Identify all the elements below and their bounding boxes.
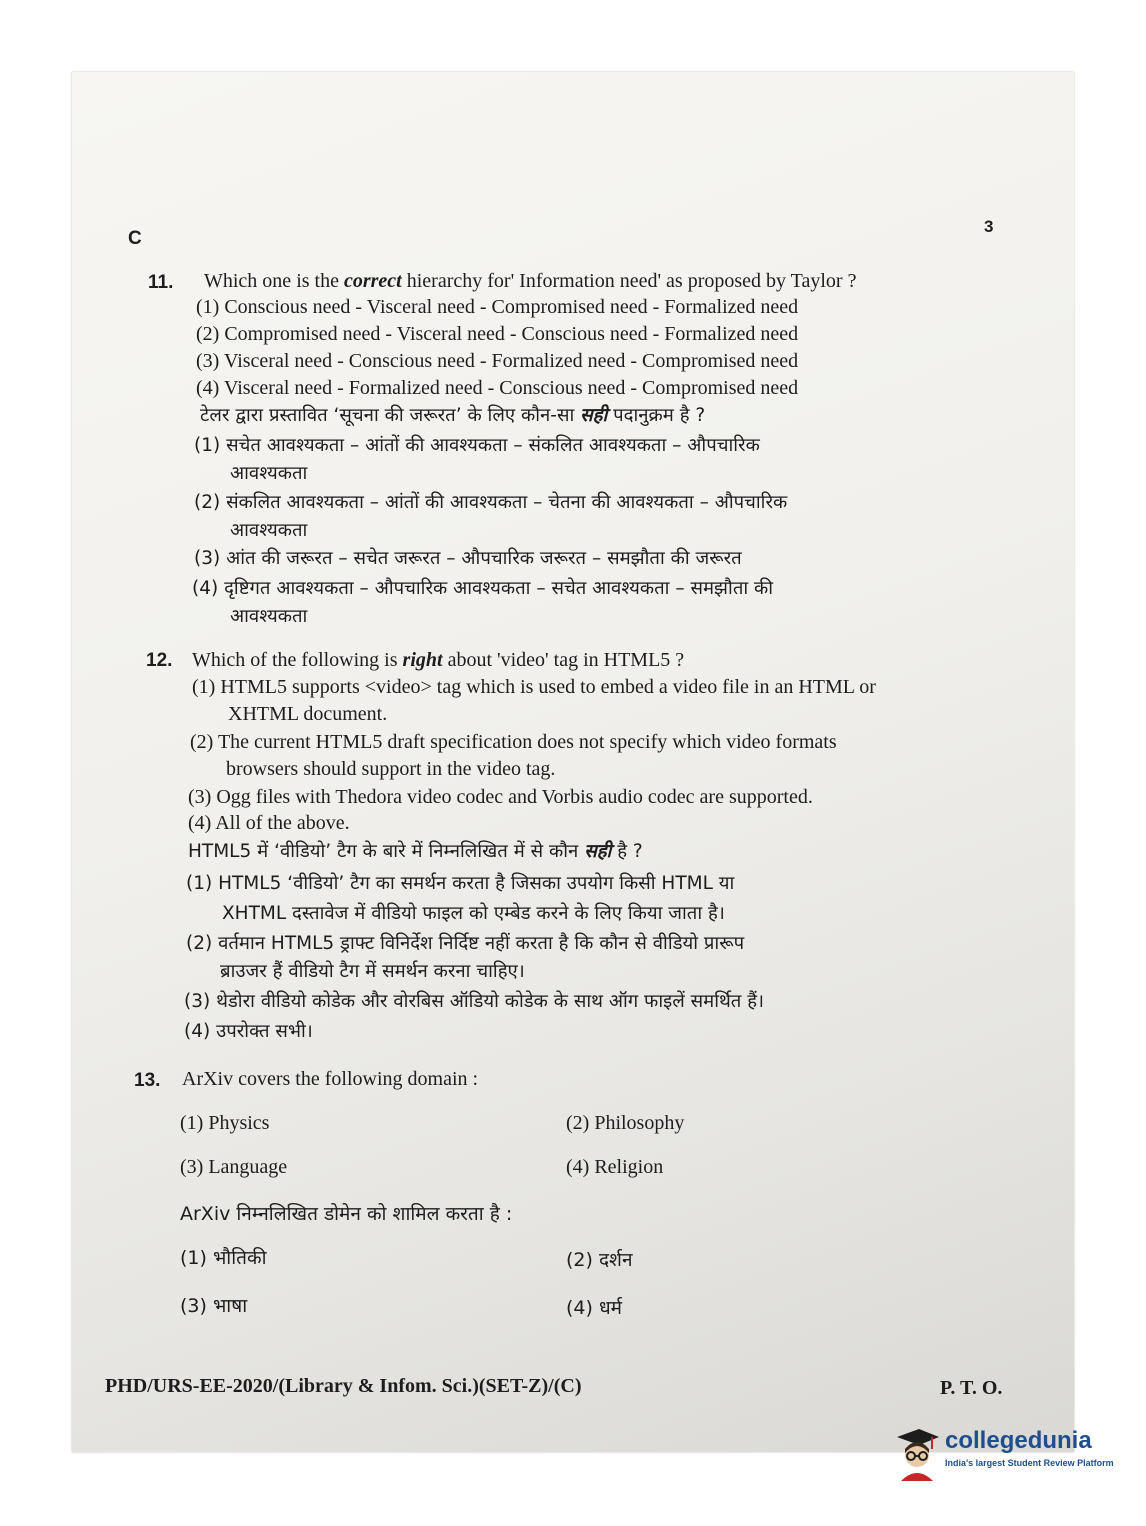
q11-hi-option-cont: आवश्यकता bbox=[230, 463, 308, 484]
q11-stem-en-emph: correct bbox=[343, 270, 402, 292]
q11-stem-hi-post: पदानुक्रम है ? bbox=[607, 405, 706, 426]
q13-en-option: (2) Philosophy bbox=[566, 1112, 685, 1134]
q12-stem-en-emph: right bbox=[402, 649, 443, 671]
q13-stem-en: ArXiv covers the following domain : bbox=[182, 1068, 479, 1090]
q12-en-option: (4) All of the above. bbox=[188, 812, 350, 834]
q12-hi-option-cont: ब्राउजर हैं वीडियो टैग में समर्थन करना चाहिए। bbox=[220, 961, 525, 982]
q13-en-option: (4) Religion bbox=[566, 1156, 664, 1178]
q12-en-option: (2) The current HTML5 draft specification does not specify which video formats bbox=[190, 731, 837, 753]
q12-hi-option: (1) HTML5 ‘वीडियो’ टैग का समर्थन करता है जिसका उपयोग किसी HTML या bbox=[186, 873, 735, 894]
q12-en-option-cont: XHTML document. bbox=[228, 703, 388, 725]
q11-hi-option-cont: आवश्यकता bbox=[230, 520, 308, 541]
q12-stem-hi bbox=[188, 838, 643, 863]
q11-stem-hi-pre: टेलर द्वारा प्रस्तावित ‘सूचना की जरूरत’ के लिए कौन-सा bbox=[200, 405, 581, 426]
q13-hi-option: (1) भौतिकी bbox=[180, 1247, 267, 1269]
q11-stem-en bbox=[204, 268, 856, 295]
q12-stem-hi-pre: HTML5 में ‘वीडियो’ टैग के बारे में निम्नलिखित में से कौन bbox=[188, 841, 585, 862]
q13-en-option: (1) Physics bbox=[180, 1112, 270, 1134]
q11-hi-option: (1) सचेत आवश्यकता – आंतों की आवश्यकता – संकलित आवश्यकता – औपचारिक bbox=[194, 435, 760, 456]
q11-stem-en-pre: Which one is the bbox=[204, 270, 344, 292]
pto-label: P. T. O. bbox=[940, 1377, 1003, 1399]
q11-stem-en-post: hierarchy for' Information need' as proposed by Taylor ? bbox=[401, 270, 857, 292]
q13-hi-option: (4) धर्म bbox=[566, 1297, 623, 1319]
q13-hi-option: (3) भाषा bbox=[180, 1295, 248, 1317]
q12-hi-option: (2) वर्तमान HTML5 ड्राफ्ट विनिर्देश निर्दिष्ट नहीं करता है कि कौन से वीडियो प्रारूप bbox=[186, 933, 745, 954]
q13-stem-hi: ArXiv निम्नलिखित डोमेन को शामिल करता है : bbox=[180, 1203, 513, 1225]
q12-stem-hi-post: है ? bbox=[611, 841, 643, 862]
q11-en-option: (4) Visceral need - Formalized need - Conscious need - Compromised need bbox=[196, 377, 799, 399]
q11-hi-option-cont: आवश्यकता bbox=[230, 606, 308, 627]
q11-number: 11. bbox=[148, 272, 174, 293]
q11-stem-hi-emph: सही bbox=[580, 405, 608, 426]
q12-number: 12. bbox=[146, 650, 173, 671]
q11-hi-option: (3) आंत की जरूरत – सचेत जरूरत – औपचारिक जरूरत – समझौता की जरूरत bbox=[194, 548, 742, 569]
q12-stem-hi-emph: सही bbox=[584, 841, 612, 862]
q11-en-option: (1) Conscious need - Visceral need - Compromised need - Formalized need bbox=[196, 296, 799, 318]
q13-number: 13. bbox=[134, 1070, 161, 1091]
paper-code: PHD/URS-EE-2020/(Library & Infom. Sci.)(SET-Z)/(C) bbox=[105, 1375, 582, 1397]
logo-tagline: India's largest Student Review Platform bbox=[945, 1458, 1114, 1468]
q12-en-option: (3) Ogg files with Thedora video codec and Vorbis audio codec are supported. bbox=[188, 786, 813, 808]
q11-en-option: (3) Visceral need - Conscious need - Formalized need - Compromised need bbox=[196, 350, 799, 372]
logo-brand: collegedunia bbox=[945, 1427, 1092, 1454]
q13-en-option: (3) Language bbox=[180, 1156, 288, 1178]
q12-stem-en-post: about 'video' tag in HTML5 ? bbox=[442, 649, 685, 671]
set-letter: C bbox=[128, 228, 142, 249]
q11-hi-option: (4) दृष्टिगत आवश्यकता – औपचारिक आवश्यकता – सचेत आवश्यकता – समझौता की bbox=[192, 578, 774, 599]
q12-hi-option-cont: XHTML दस्तावेज में वीडियो फाइल को एम्बेड करने के लिए किया जाता है। bbox=[222, 903, 725, 924]
q12-hi-option: (3) थेडोरा वीडियो कोडेक और वोरबिस ऑडियो कोडेक के साथ ऑग फाइलें समर्थित हैं। bbox=[184, 991, 765, 1012]
collegedunia-logo bbox=[893, 1425, 1118, 1485]
q11-hi-option: (2) संकलित आवश्यकता – आंतों की आवश्यकता – चेतना की आवश्यकता – औपचारिक bbox=[194, 492, 788, 513]
q11-stem-hi bbox=[200, 402, 705, 427]
q12-en-option-cont: browsers should support in the video tag. bbox=[226, 758, 556, 780]
q12-hi-option: (4) उपरोक्त सभी। bbox=[184, 1021, 313, 1042]
graduate-icon bbox=[893, 1425, 941, 1481]
page-number: 3 bbox=[984, 217, 994, 236]
q12-stem-en-pre: Which of the following is bbox=[192, 649, 403, 671]
q12-stem-en bbox=[192, 647, 684, 674]
q11-en-option: (2) Compromised need - Visceral need - Conscious need - Formalized need bbox=[196, 323, 799, 345]
q13-hi-option: (2) दर्शन bbox=[566, 1249, 633, 1271]
q12-en-option: (1) HTML5 supports <video> tag which is used to embed a video file in an HTML or bbox=[192, 676, 876, 698]
